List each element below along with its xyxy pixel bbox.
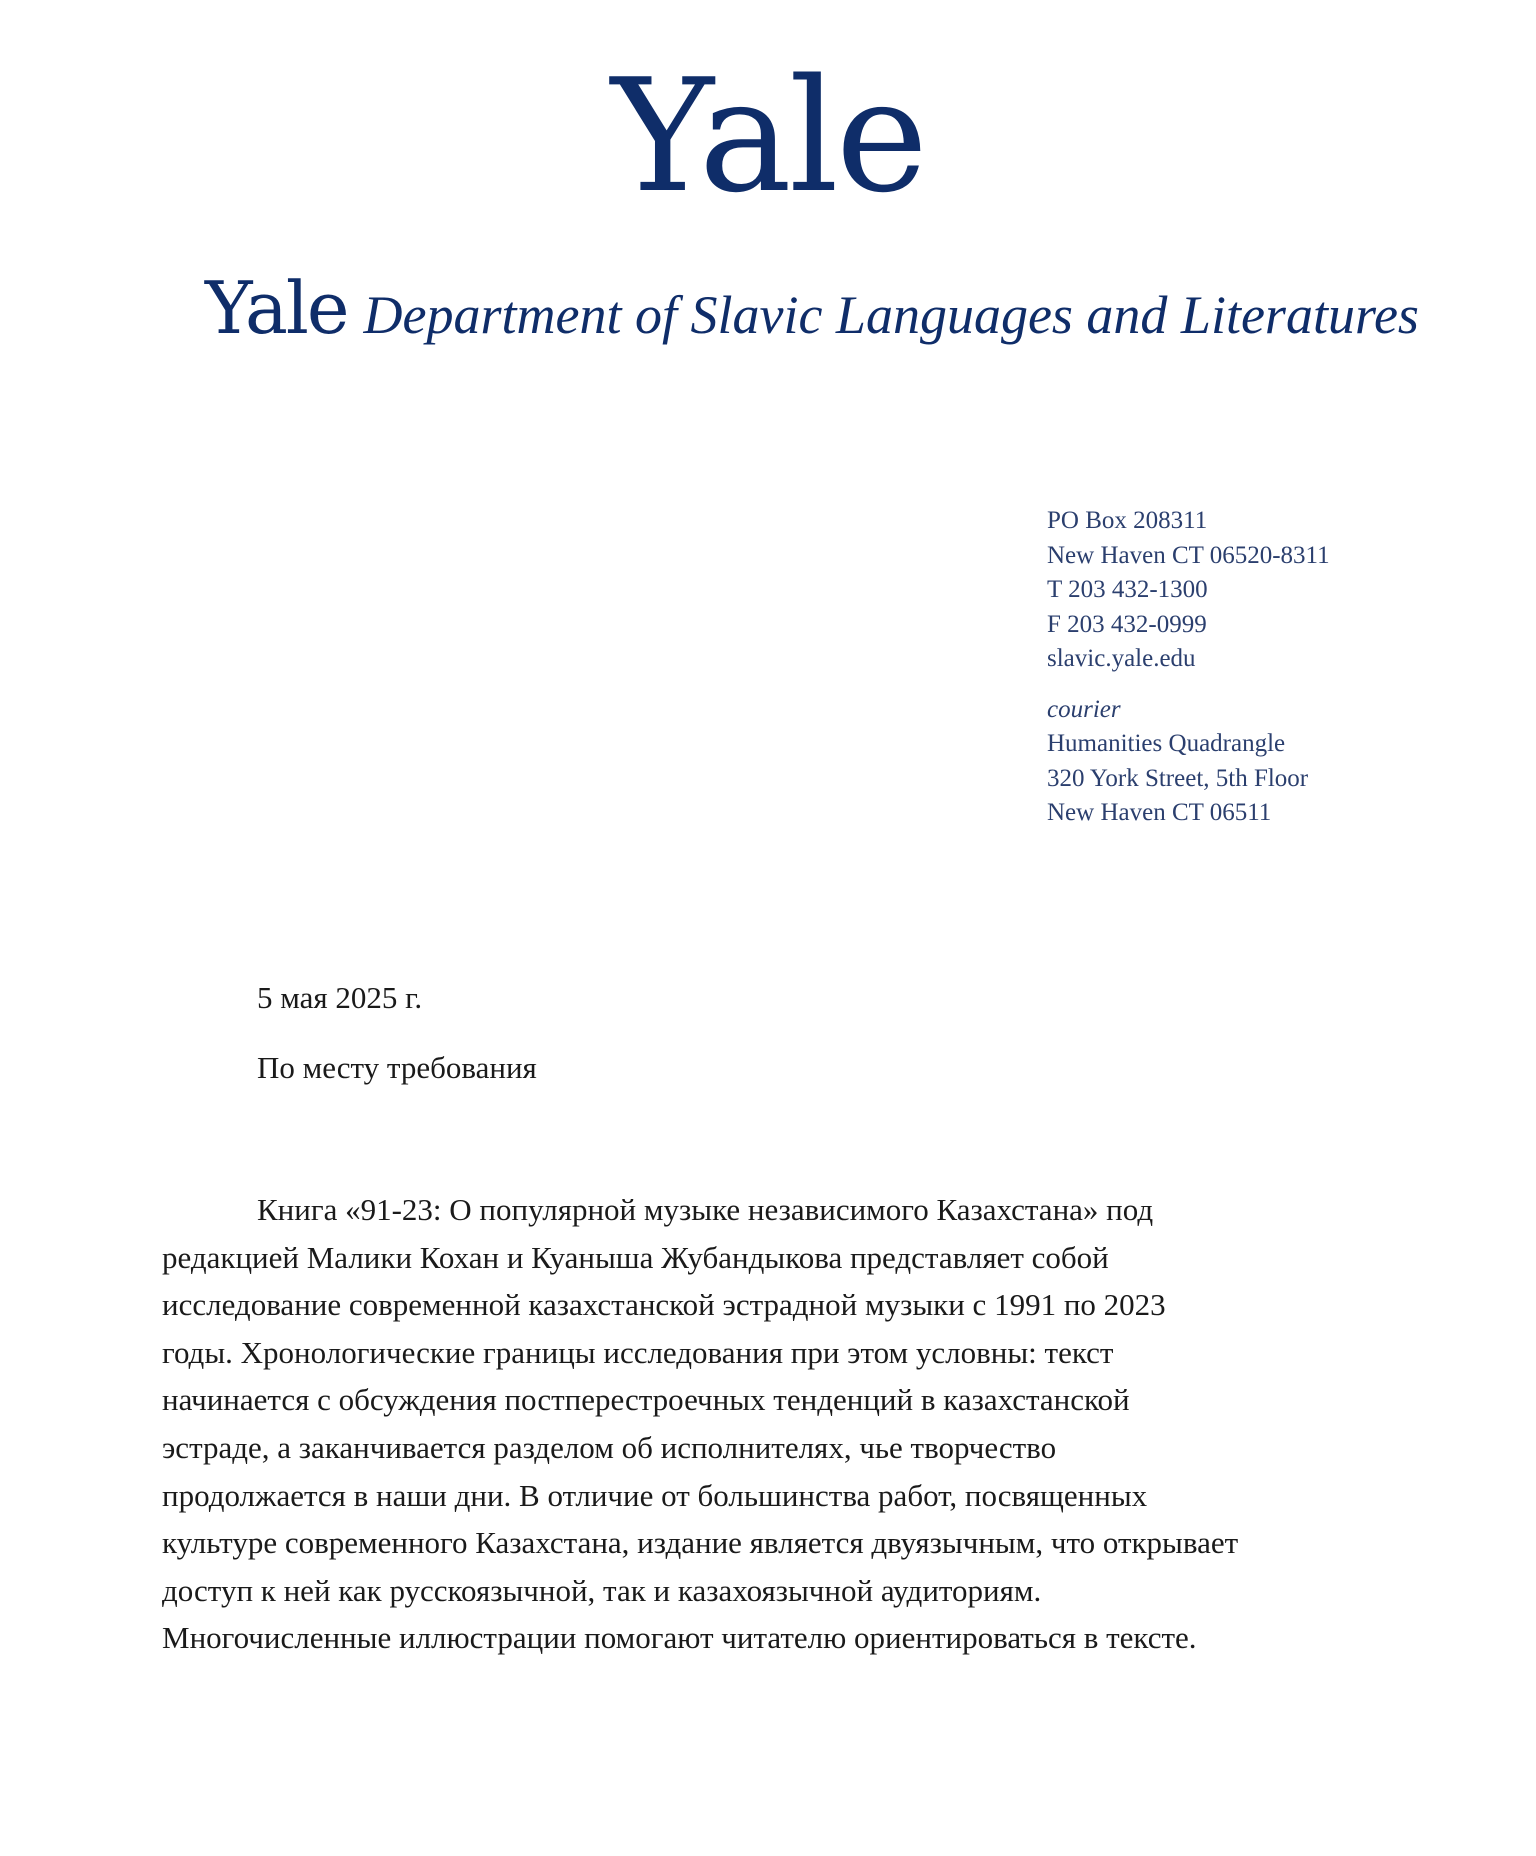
courier-city: New Haven CT 06511 xyxy=(1047,799,1272,826)
phone-number: T 203 432-1300 xyxy=(1047,576,1208,603)
website: slavic.yale.edu xyxy=(1047,645,1196,672)
po-box: PO Box 208311 xyxy=(1047,507,1208,534)
body-line: начинается с обсуждения постперестроечных тенденций в казахстанской xyxy=(162,1382,1130,1418)
yale-logo: Yale xyxy=(610,45,926,227)
body-line: годы. Хронологические границы исследования при этом условны: текст xyxy=(162,1334,1114,1370)
letter-date: 5 мая 2025 г. xyxy=(257,980,423,1015)
letter-recipient: По месту требования xyxy=(257,1050,537,1085)
courier-label: courier xyxy=(1047,695,1121,723)
courier-building: Humanities Quadrangle xyxy=(1047,730,1286,757)
letter-body xyxy=(162,1186,1402,1662)
body-line: эстраде, а заканчивается разделом об исполнителях, чье творчество xyxy=(162,1429,1057,1465)
courier-street: 320 York Street, 5th Floor xyxy=(1047,764,1309,792)
body-line: Многочисленные иллюстрации помогают читателю ориентироваться в тексте. xyxy=(162,1620,1197,1656)
city-zip: New Haven CT 06520-8311 xyxy=(1047,541,1330,569)
address-block xyxy=(1047,504,1467,831)
department-yale-wordmark: Yale xyxy=(205,266,348,350)
body-line: редакцией Малики Кохан и Куаныша Жубандыкова представляет собой xyxy=(162,1239,1109,1275)
body-line: Книга «91-23: О популярной музыке независимого Казахстана» под xyxy=(257,1192,1154,1227)
fax-number: F 203 432-0999 xyxy=(1047,610,1207,638)
department-name: Department of Slavic Languages and Literatures xyxy=(363,285,1419,345)
body-line: исследование современной казахстанской эстрадной музыки с 1991 по 2023 xyxy=(162,1287,1166,1323)
department-heading xyxy=(205,266,1419,355)
body-line: доступ к ней как русскоязычной, так и казахоязычной аудиториям. xyxy=(162,1572,1042,1608)
body-line: культуре современного Казахстана, издание является двуязычным, что открывает xyxy=(162,1525,1239,1561)
body-line: продолжается в наши дни. В отличие от большинства работ, посвященных xyxy=(162,1477,1148,1513)
